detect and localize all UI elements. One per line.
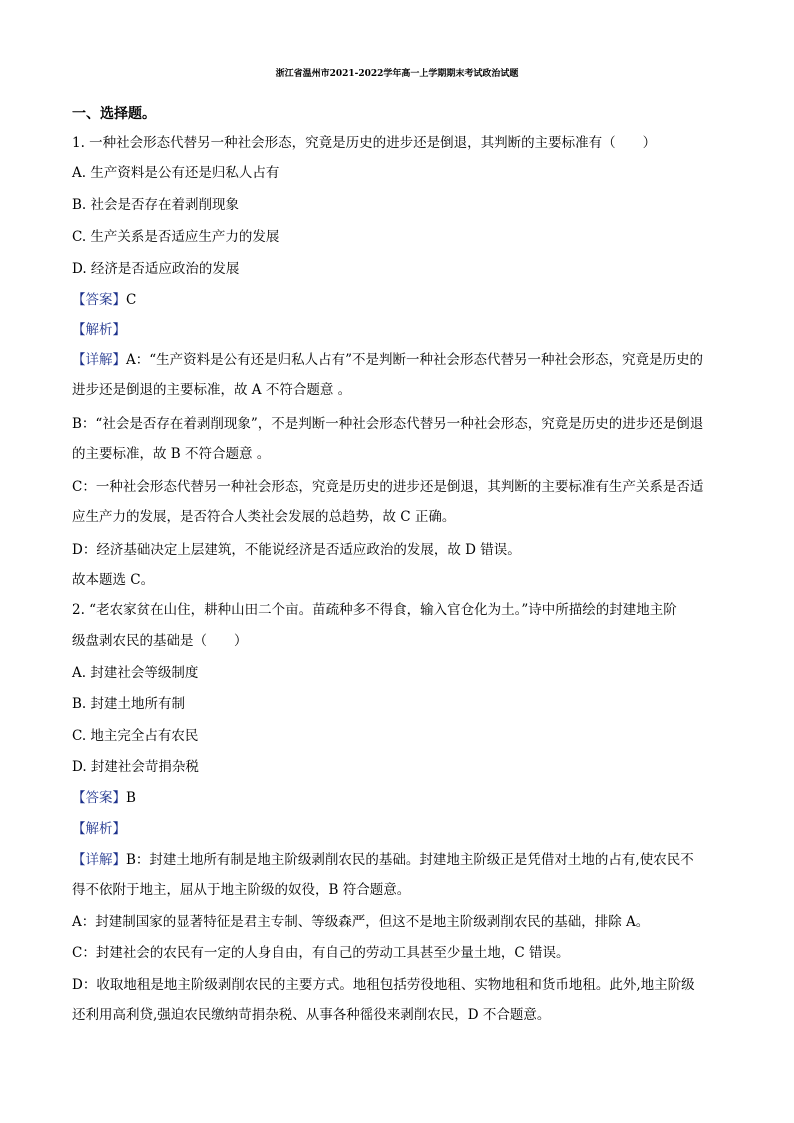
q2-answer-value: B bbox=[126, 790, 136, 806]
q2-option-a: A. 封建社会等级制度 bbox=[72, 665, 199, 681]
q2-detail-line: C：封建社会的农民有一定的人身自由，有自己的劳动工具甚至少量土地，C 错误。 bbox=[72, 945, 570, 961]
q2-option-b: B. 封建土地所有制 bbox=[72, 696, 186, 712]
q2-detail-line bbox=[72, 850, 724, 870]
q1-detail-text: A：“生产资料是公有还是归私人占有”不是判断一种社会形态代替另一种社会形态，究竟是历史的 bbox=[126, 352, 704, 368]
q1-detail-line: 的主要标准，故 B 不符合题意 。 bbox=[72, 446, 271, 462]
document-title: 浙江省温州市2021-2022学年高一上学期期末考试政治试题 bbox=[275, 69, 519, 79]
q2-detail-text: B：封建土地所有制是地主阶级剥削农民的基础。封建地主阶级正是凭借对土地的占有,使农民不 bbox=[126, 852, 694, 868]
q2-answer bbox=[72, 788, 724, 808]
q2-detail-line: D：收取地租是地主阶级剥削农民的主要方式。地租包括劳役地租、实物地租和货币地租。此外,地主阶级 bbox=[72, 977, 695, 993]
q1-detail-line bbox=[72, 350, 724, 370]
q1-detail-tag: 【详解】 bbox=[72, 352, 126, 368]
q2-stem-line-2: 级盘剥农民的基础是（ ） bbox=[72, 633, 248, 649]
q1-analysis-tag: 【解析】 bbox=[72, 322, 126, 338]
q1-option-d: D. 经济是否适应政治的发展 bbox=[72, 261, 240, 277]
q1-answer-tag: 【答案】 bbox=[72, 292, 126, 308]
q1-detail-line: 进步还是倒退的主要标准，故 A 不符合题意 。 bbox=[72, 382, 352, 398]
q2-detail-line: A：封建制国家的显著特征是君主专制、等级森严，但这不是地主阶级剥削农民的基础，排除 A。 bbox=[72, 914, 650, 930]
q1-stem: 1. 一种社会形态代替另一种社会形态，究竟是历史的进步还是倒退，其判断的主要标准有（ ） bbox=[72, 135, 657, 151]
q2-analysis-tag: 【解析】 bbox=[72, 821, 126, 837]
q2-detail-tag: 【详解】 bbox=[72, 852, 126, 868]
q2-detail-line: 得不依附于地主，屈从于地主阶级的奴役，B 符合题意。 bbox=[72, 882, 411, 898]
q2-option-c: C. 地主完全占有农民 bbox=[72, 728, 199, 744]
q1-detail-line: C：一种社会形态代替另一种社会形态，究竟是历史的进步还是倒退，其判断的主要标准有生产关系是否适 bbox=[72, 479, 704, 495]
q2-detail-line: 还利用高利贷,强迫农民缴纳苛捐杂税、从事各种徭役来剥削农民，D 不合题意。 bbox=[72, 1007, 551, 1023]
q1-detail-line: 应生产力的发展，是否符合人类社会发展的总趋势，故 C 正确。 bbox=[72, 509, 456, 525]
q2-stem-line-1: 2. “老农家贫在山住，耕种山田二个亩。苗疏种多不得食，输入官仓化为土。”诗中所描绘的封建地主阶 bbox=[72, 602, 677, 618]
q1-conclusion: 故本题选 C。 bbox=[72, 572, 155, 588]
q1-detail-line: B：“社会是否存在着剥削现象”，不是判断一种社会形态代替另一种社会形态，究竟是历史的进步还是倒退 bbox=[72, 416, 704, 432]
q1-option-c: C. 生产关系是否适应生产力的发展 bbox=[72, 229, 280, 245]
section-heading: 一、选择题。 bbox=[72, 106, 156, 122]
q1-answer bbox=[72, 290, 724, 310]
q2-answer-tag: 【答案】 bbox=[72, 790, 126, 806]
q1-detail-line: D：经济基础决定上层建筑，不能说经济是否适应政治的发展，故 D 错误。 bbox=[72, 542, 521, 558]
q1-option-b: B. 社会是否存在着剥削现象 bbox=[72, 197, 240, 213]
q1-answer-value: C bbox=[126, 292, 137, 308]
q1-option-a: A. 生产资料是公有还是归私人占有 bbox=[72, 165, 280, 181]
q2-option-d: D. 封建社会苛捐杂税 bbox=[72, 759, 199, 775]
